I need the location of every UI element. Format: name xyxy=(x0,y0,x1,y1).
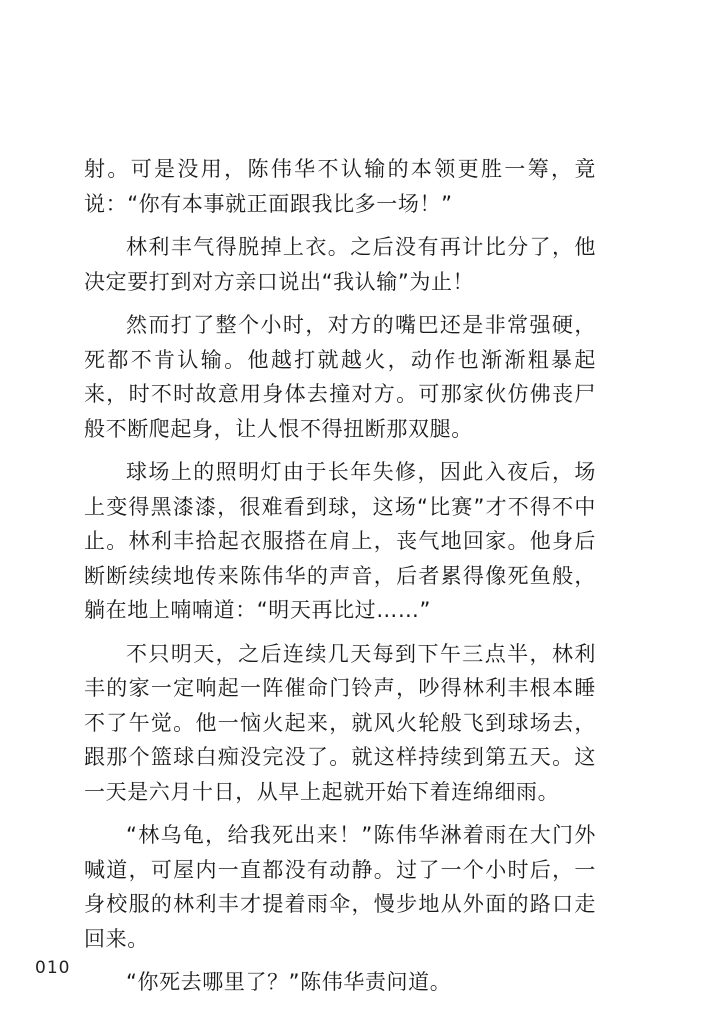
paragraph: “林乌龟，给我死出来！”陈伟华淋着雨在大门外喊道，可屋内一直都没有动静。过了一个小时后，一身校服的林利丰才提着雨伞，慢步地从外面的路口走回来。 xyxy=(84,823,596,951)
page-number: 010 xyxy=(35,958,71,978)
paragraph: 然而打了整个小时，对方的嘴巴还是非常强硬，死都不肯认输。他越打就越火，动作也渐渐粗暴起来，时不时故意用身体去撞对方。可那家伙仿佛丧尸般不断爬起身，让人恨不得扭断那双腿。 xyxy=(84,313,596,441)
paragraph: “你死去哪里了？”陈伟华责问道。 xyxy=(126,970,452,994)
paragraph: 不只明天，之后连续几天每到下午三点半，林利丰的家一定响起一阵催命门铃声，吵得林利丰根本睡不了午觉。他一恼火起来，就风火轮般飞到球场去，跟那个篮球白痴没完没了。就这样持续到第五天。这一天是六月十日，从早上起就开始下着连绵细雨。 xyxy=(84,641,596,804)
body-text xyxy=(84,152,596,1009)
paragraph: 球场上的照明灯由于长年失修，因此入夜后，场上变得黑漆漆，很难看到球，这场“比赛”才不得不中止。林利丰拾起衣服搭在肩上，丧气地回家。他身后断断续续地传来陈伟华的声音，后者累得像死鱼般，躺在地上喃喃道：“明天再比过……” xyxy=(84,460,596,622)
paragraph: 林利丰气得脱掉上衣。之后没有再计比分了，他决定要打到对方亲口说出“我认输”为止！ xyxy=(84,235,596,294)
paragraph-continued: 射。可是没用，陈伟华不认输的本领更胜一筹，竟说：“你有本事就正面跟我比多一场！” xyxy=(84,157,596,216)
